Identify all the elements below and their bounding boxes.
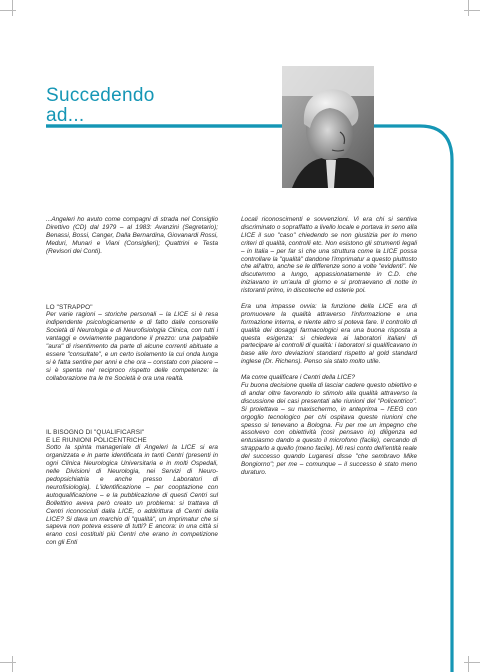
right-text-column: [241, 216, 417, 485]
left-text-column: [46, 216, 218, 555]
portrait-image: [282, 66, 374, 188]
title-line-2: ad...: [46, 105, 85, 126]
section-heading-qualificarsi-line-2: E LE RIUNIONI POLICENTRICHE: [46, 436, 147, 444]
intro-paragraph: ...Angeleri ho avuto come compagni di strada nel Consiglio Direttivo (CD) dal 1979 – al 1983: Avanzini (Segretario); Benassi, Bossi, Canger, Dalla Bernardina, Giovanardi Rossi, Meduri, Munari e Viani (Consiglieri); Quattrini e Testa (Revisori dei Conti).: [46, 216, 218, 255]
crop-mark: [0, 662, 16, 663]
crop-mark: [464, 662, 480, 663]
title-line-1: Succedendo: [46, 85, 155, 106]
crop-mark: [0, 10, 16, 11]
section-strappo-body: Per varie ragioni – storiche personali – la LICE si è resa indipendente psicologicamente e di fatto dalle consorelle Società di Neurologia e di Neurofisiologia Clinica, con tutti i vantaggi e ovviamente pagandone il prezzo: una palpabile "aura" di risentimento da parte di alcune correnti abituate a essere "consultate", e un certo isolamento la cui onda lunga si è fatta sentire per anni e che ora – constato con piacere – si è spenta nel reciproco rispetto delle competenze: la collaborazione tra le tre Società è ora una realtà.: [46, 311, 218, 382]
portrait-photo: [282, 66, 374, 188]
crop-mark: [12, 0, 13, 16]
paragraph-impasse: Era una impasse ovvia: la funzione della LICE era di promuovere la qualità attraverso l'informazione e una formazione interna, e niente altro si poteva fare. Il controllo di qualità dei dosaggi farmacologici era una buona risposta a questa esigenza: si chiedeva ai laboratori italiani di partecipare ai controlli di qualità: i laboratori si qualificavano in base alle loro deviazioni standard rispetto al gold standard inglese (Dr. Richens). Penso sia stato molto utile.: [241, 302, 417, 366]
crop-mark: [468, 656, 469, 672]
paragraph-policentrico: Fu buona decisione quella di lasciar cadere questo obiettivo e di andar oltre favorendo lo stimolo alla qualità attraverso la discussione dei casi presentati alle riunioni del "Policentrico". Si proiettava – su maxischermo, in anteprima – l'EEG con orgoglio tecnologico per chi ospitava queste riunioni che spesso si tenevano a Bologna. Fu per me un impegno che assolvevo con obiettività (così pensavo io) diligenza ed entusiasmo dando a questo il microfono (facile), cercando di strapparlo a quello (meno facile). Mi resi conto dell'entità reale del successo quando Lugaresi disse "che sembravo Mike Bongiorno"; per me – comunque – il successo è stato meno duraturo.: [241, 382, 417, 476]
section-heading-strappo: LO "STRAPPO": [46, 303, 93, 311]
crop-mark: [464, 10, 480, 11]
paragraph-riconoscimenti: Locali riconoscimenti e sovvenzioni. Vi era chi si sentiva discriminato o sopraffatto a livello locale e portava in seno alla LICE il suo "caso" chiedendo se non giustizia per lo meno criteri di qualità, controlli etc. Non esistono gli strumenti legali – in Italia – per far sì che una struttura come la LICE possa controllare la "qualità" dandone l'imprimatur a questo piuttosto che all'altro, anche se le differenze sono a volte "evidenti". Ne discutemmo a lungo, appassionatamente in C.D. che iniziavano in un'aula di giorno e si protraevano di notte in ristoranti primo, in discoteche ed osterie poi.: [241, 216, 417, 295]
crop-mark: [12, 656, 13, 672]
section-qualificarsi-body: Sotto la spinta manageriale di Angeleri la LICE si era organizzata e in parte identificata in tanti Centri (presenti in ogni Clinica Neurologica Universitaria e in molti Ospedali, nelle Divisioni di Neurologia, nei Servizi di Neuro-pedopsichiatria e anche presso Laboratori di neurofisiologia). L'identificazione – per cooptazione con autoqualificazione – e la pubblicazione di questi Centri sul Bollettino aveva però creato un problema: si trattava di Centri riconosciuti dalla LICE, o addirittura di Centri della LICE? Si dava un marchio di "qualità", un imprimatur che si sapeva non poteva essere di tutti? E ancora: in una città si erano così costituiti più Centri che erano in competizione con gli Enti: [46, 444, 218, 547]
page-title: [46, 86, 155, 126]
question-line: Ma come qualificare i Centri della LICE?: [241, 374, 356, 382]
crop-mark: [468, 0, 469, 16]
section-heading-qualificarsi-line-1: IL BISOGNO DI "QUALIFICARSI": [46, 428, 145, 436]
